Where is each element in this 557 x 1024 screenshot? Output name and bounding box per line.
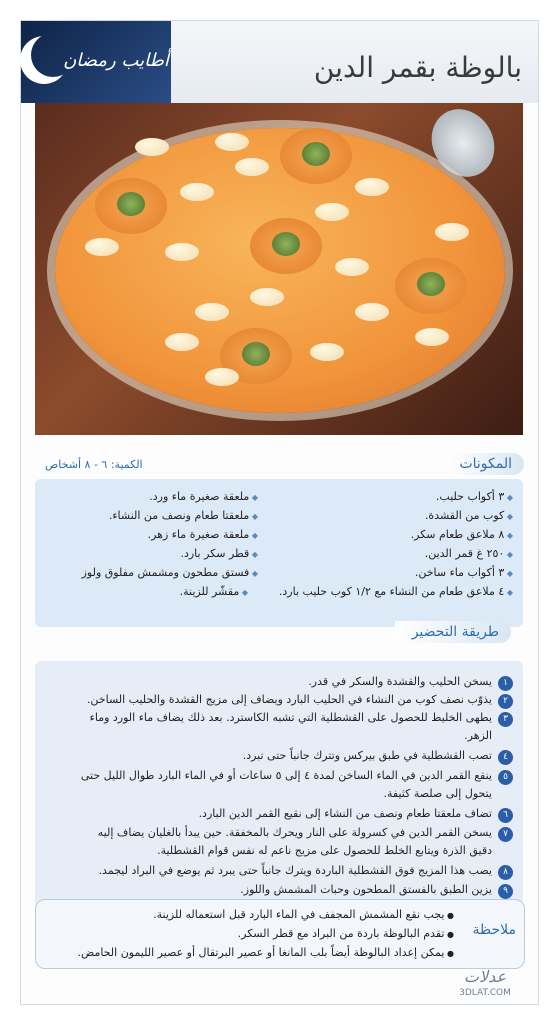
step-text: يطهى الخليط للحصول على القشطلية التي تشبه الكاسترد. بعد ذلك يضاف ماء الورد وماء	[89, 711, 492, 724]
ingredients-heading: المكونات	[447, 453, 524, 475]
almond-garnish	[355, 178, 389, 196]
almond-garnish	[355, 303, 389, 321]
almond-garnish	[435, 223, 469, 241]
step-text: ينقع القمر الدين في الماء الساخن لمدة ٤ إلى ٥ ساعات أو في الماء البارد طوال الليل حتى	[80, 769, 492, 782]
ingredients-list-left	[82, 487, 258, 601]
recipe-title: بالوظة بقمر الدين	[313, 51, 522, 84]
note-item: ● تقدم البالوظة باردة من البراد مع قطر السكر.	[238, 925, 454, 942]
ingredient-item: ◆ كوب من القشدة.	[279, 506, 513, 525]
step-8	[99, 862, 513, 879]
note-item: ● يمكن إعداد البالوظة أيضاً بلب المانغا أو عصير البرتقال أو عصير الليمون الحامض.	[77, 944, 454, 961]
ingredient-item: ◆ فستق مطحون ومشمش مفلوق ولوز	[82, 563, 258, 582]
step-number: ٥	[498, 770, 513, 785]
header	[21, 21, 538, 103]
ingredient-item: ◆ ٣ أكواب ماء ساخن.	[279, 563, 513, 582]
ingredient-item: ◆ ملعقتا طعام ونصف من النشاء.	[82, 506, 258, 525]
step-text: يزين الطبق بالفستق المطحون وحبات المشمش واللوز.	[240, 883, 492, 896]
step-9	[240, 881, 513, 898]
step-number: ٢	[498, 694, 513, 709]
almond-garnish	[250, 288, 284, 306]
step-4	[243, 747, 513, 764]
watermark-logo-text: عدلات	[463, 967, 507, 986]
step-number: ٤	[498, 750, 513, 765]
ingredient-item: ◆ قطر سكر بارد.	[82, 544, 258, 563]
step-5-continued: يتحول إلى صلصة كثيفة.	[383, 787, 492, 800]
serving-quantity: الكمية: ٦ - ٨ أشخاص	[45, 458, 143, 471]
step-text: يصب هذا المزيج فوق القشطلية الباردة ويترك جانباً حتى يبرد ثم يوضع في البراد ليجمد.	[98, 864, 492, 877]
note-item: ● يجب نقع المشمش المجفف في الماء البارد قبل استعماله للزينة.	[153, 906, 454, 923]
almond-garnish	[315, 203, 349, 221]
ingredient-item: ◆ مقشّر للزينة.	[82, 582, 258, 601]
step-text: يسخن القمر الدين في كسرولة على النار ويحرك بالمخفقة. حين يبدأ بالغليان يضاف إليه	[97, 826, 492, 839]
step-7	[98, 824, 513, 841]
ingredients-list-right	[279, 487, 513, 601]
step-number: ٣	[498, 712, 513, 727]
preparation-heading: طريقة التحضير	[395, 621, 511, 643]
almond-garnish	[235, 158, 269, 176]
apricot-garnish	[250, 218, 322, 274]
step-number: ٩	[498, 884, 513, 899]
step-1	[308, 673, 513, 690]
ingredient-item: ◆ ٤ ملاعق طعام من النشاء مع ١/٢ كوب حليب بارد.	[279, 582, 513, 601]
step-2	[87, 691, 513, 708]
brand-banner	[21, 21, 171, 103]
almond-garnish	[135, 138, 169, 156]
almond-garnish	[85, 238, 119, 256]
step-number: ٧	[498, 827, 513, 842]
step-3-continued: الزهر.	[464, 729, 492, 742]
almond-garnish	[165, 333, 199, 351]
step-text: يذوّب نصف كوب من النشاء في الحليب البارد ويضاف إلى مزيج القشدة والحليب الساخن.	[86, 693, 492, 706]
almond-garnish	[335, 258, 369, 276]
ingredients-box	[35, 479, 523, 627]
ingredient-item: ◆ ٢٥٠ غ قمر الدين.	[279, 544, 513, 563]
step-text: يسخن الحليب والقشدة والسكر في قدر.	[308, 675, 492, 688]
step-6	[199, 805, 513, 822]
notes-box	[35, 899, 525, 969]
apricot-garnish	[95, 178, 167, 234]
brand-logo: أطايب رمضان	[63, 50, 169, 71]
step-number: ٦	[498, 808, 513, 823]
watermark-site: 3DLAT.COM	[459, 988, 511, 998]
step-text: تصب القشطلية في طبق بيركس وتترك جانباً حتى تبرد.	[242, 749, 492, 762]
preparation-box	[35, 661, 523, 908]
watermark-logo	[440, 966, 530, 1000]
apricot-garnish	[395, 258, 467, 314]
step-7-continued: دقيق الذرة ويتابع الخلط للحصول على مزيج ناعم له نفس قوام القشطلية.	[157, 844, 492, 857]
notes-label: ملاحظة	[472, 922, 516, 938]
almond-garnish	[205, 368, 239, 386]
dish-photo	[35, 103, 523, 435]
almond-garnish	[195, 303, 229, 321]
almond-garnish	[180, 183, 214, 201]
step-number: ٨	[498, 865, 513, 880]
ingredient-item: ◆ ملعقة صغيرة ماء زهر.	[82, 525, 258, 544]
recipe-card	[20, 20, 539, 1005]
apricot-garnish	[280, 128, 352, 184]
step-5	[81, 767, 513, 784]
ingredient-item: ◆ ملعقة صغيرة ماء ورد.	[82, 487, 258, 506]
ingredient-item: ◆ ٨ ملاعق طعام سكر.	[279, 525, 513, 544]
ingredient-item: ◆ ٣ أكواب حليب.	[279, 487, 513, 506]
almond-garnish	[415, 328, 449, 346]
step-number: ١	[498, 676, 513, 691]
almond-garnish	[165, 243, 199, 261]
almond-garnish	[310, 343, 344, 361]
step-text: تضاف ملعقتا طعام ونصف من النشاء إلى نقيع القمر الدين البارد.	[198, 807, 492, 820]
step-3	[90, 709, 513, 726]
bowl-image	[55, 128, 505, 413]
almond-garnish	[215, 133, 249, 151]
